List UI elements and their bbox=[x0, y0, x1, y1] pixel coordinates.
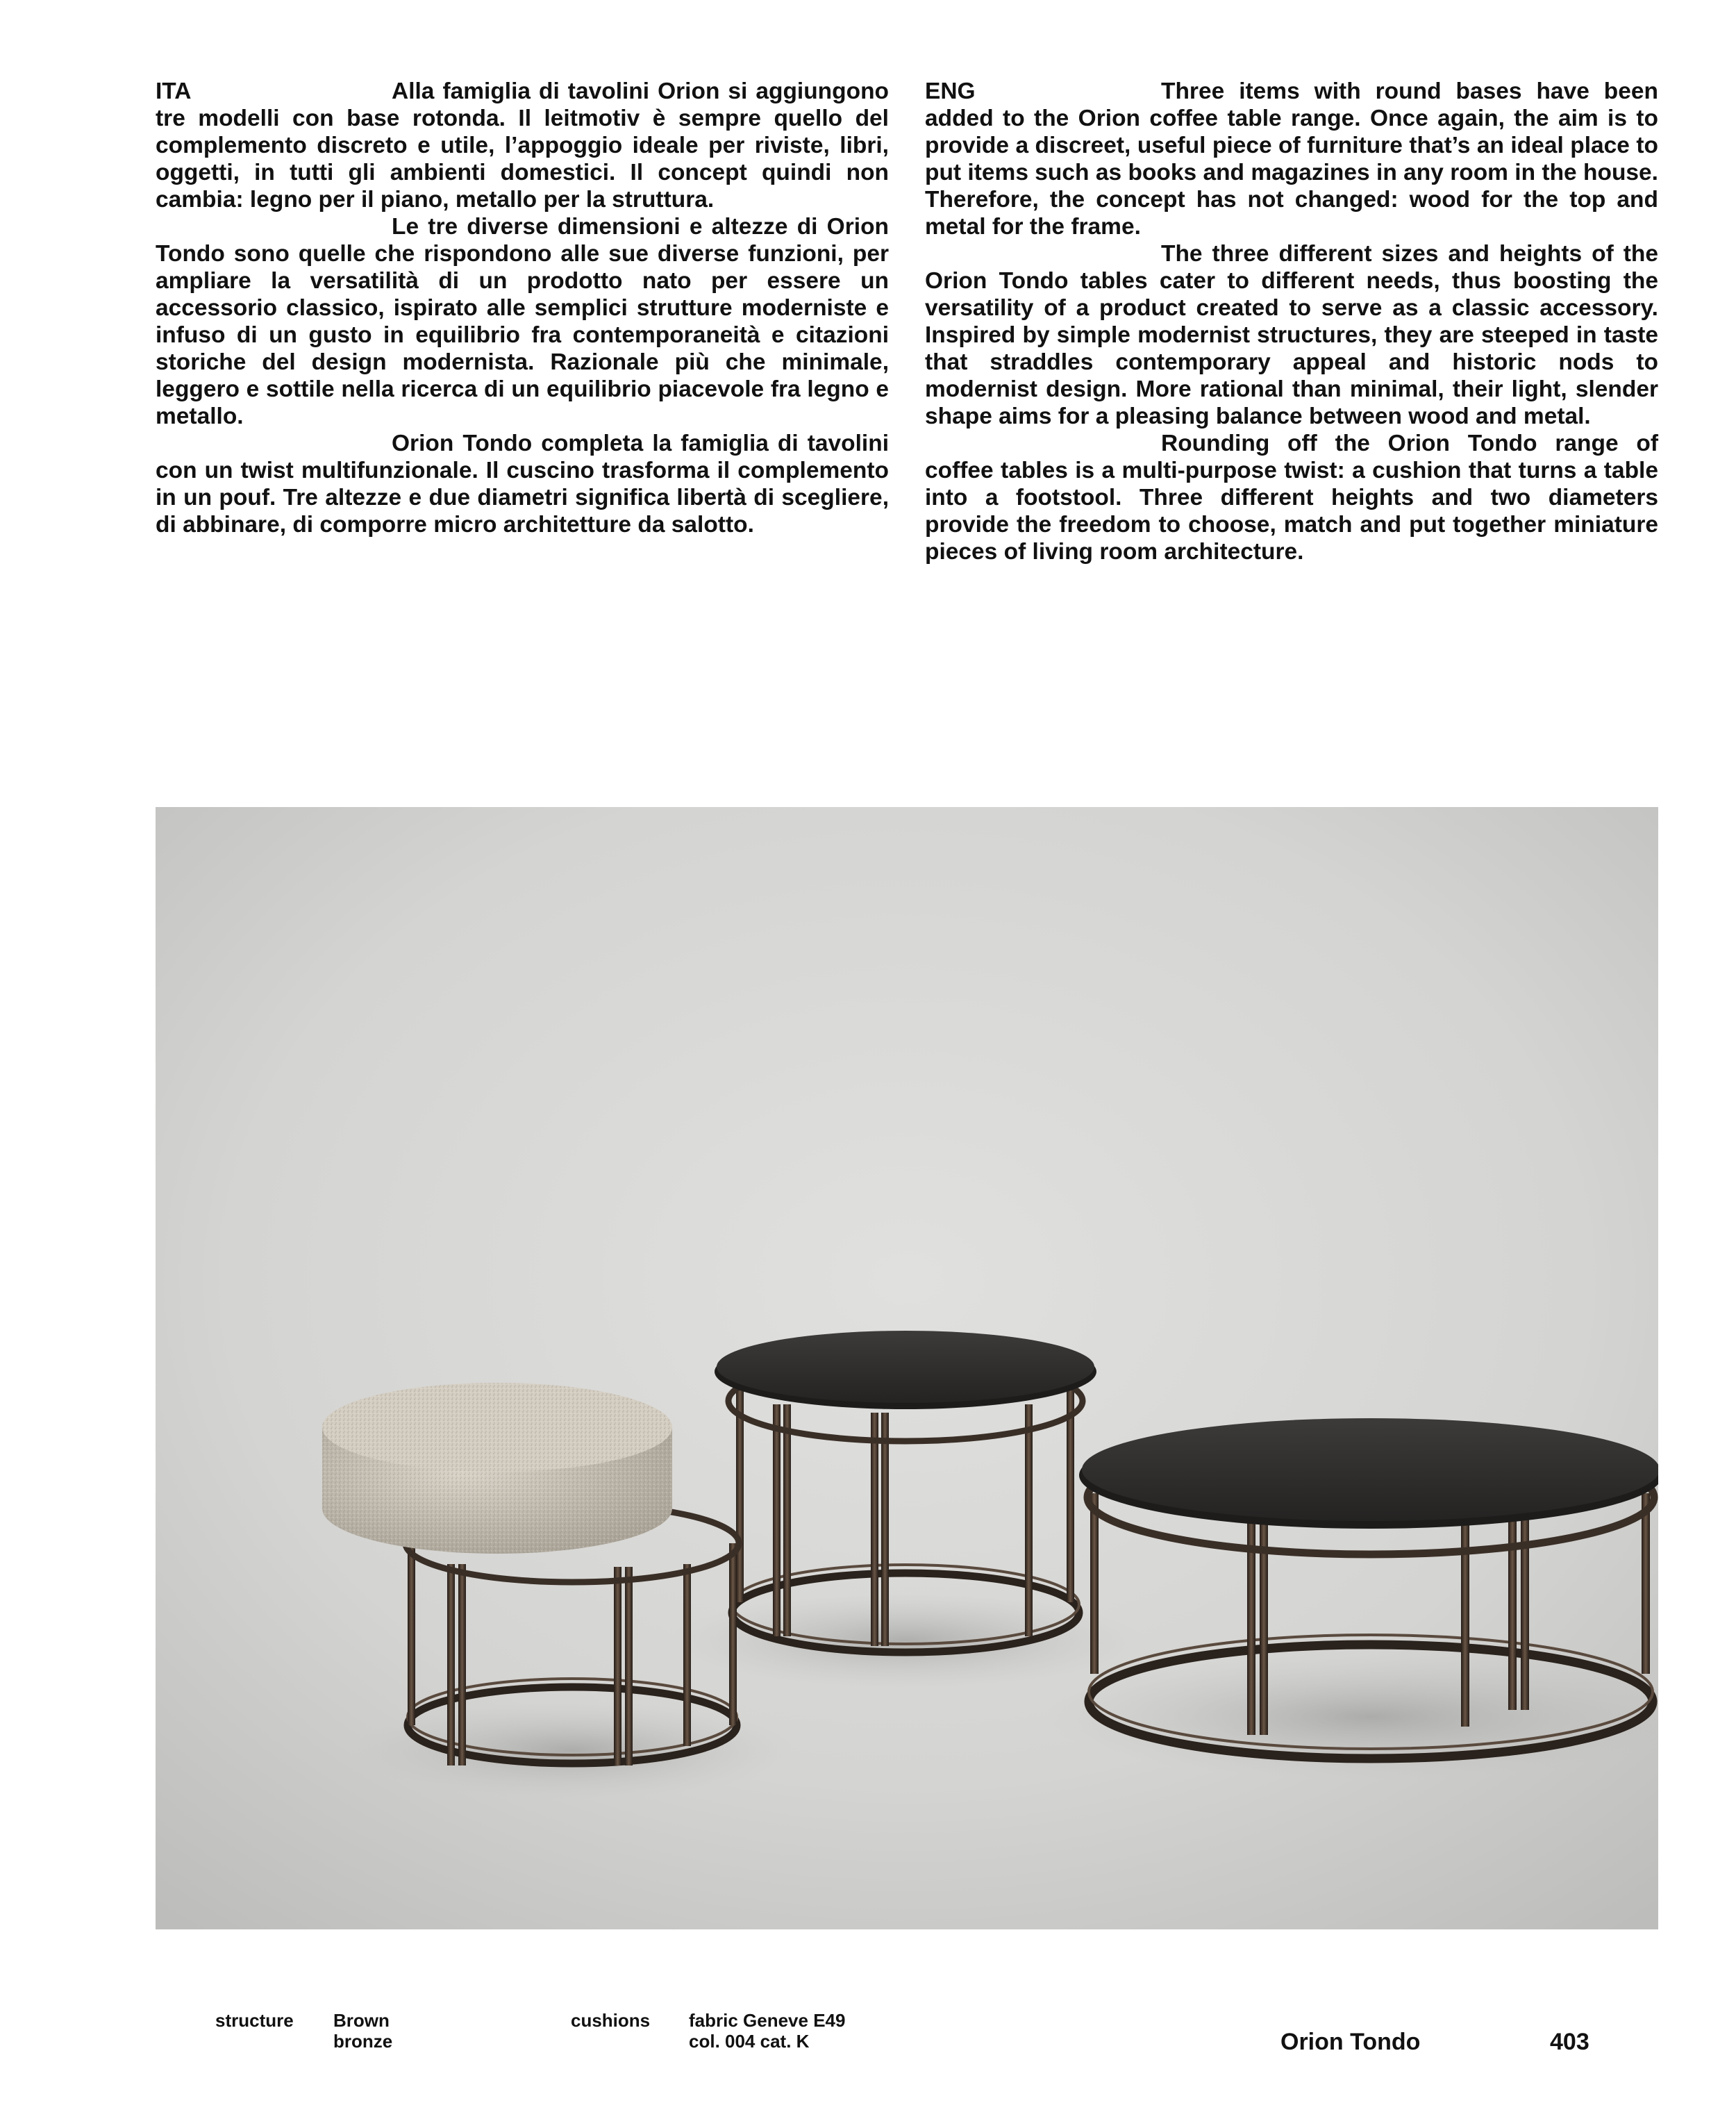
product-illustration bbox=[156, 807, 1658, 1929]
eng-paragraph-3: Rounding off the Orion Tondo range of coffee tables is a multi-purpose twist: a cushion that turns a table into a footstool. Three different heights and two diameters provide the freedom to choose, match and put together miniature pieces of living room architecture. bbox=[925, 431, 1658, 565]
english-text-column bbox=[925, 78, 1658, 565]
eng-paragraph-1: Three items with round bases have been added to the Orion coffee table range. Once again, the aim is to provide a discreet, useful piece of furniture that’s an ideal place to put items such as books and magazines in any room in the house. Therefore, the concept has not changed: wood for the top and metal for the frame. bbox=[925, 78, 1658, 240]
spec-cushions-value: fabric Geneve E49 col. 004 cat. K bbox=[689, 2010, 846, 2052]
language-label-eng: ENG bbox=[925, 78, 976, 104]
eng-paragraph-2: The three different sizes and heights of the Orion Tondo tables cater to different needs, thus boosting the versatility of a product created to serve as a classic accessory. Inspired by simple modernist structures, they are steeped in taste that straddles contemporary appeal and historic nods to modernist design. More rational than minimal, their light, slender shape aims for a pleasing balance between wood and metal. bbox=[925, 241, 1658, 429]
product-photo bbox=[156, 807, 1658, 1929]
spec-structure-label: structure bbox=[215, 2010, 294, 2031]
ita-paragraph-3: Orion Tondo completa la famiglia di tavolini con un twist multifunzionale. Il cuscino trasforma il complemento in un pouf. Tre altezze e due diametri significa libertà di scegliere, di abbinare, di comporre micro architetture da salotto. bbox=[156, 431, 889, 538]
ita-paragraph-1: Alla famiglia di tavolini Orion si aggiungono tre modelli con base rotonda. Il leitmotiv è sempre quello del complemento discreto e utile, l’appoggio ideale per riviste, libri, oggetti, in tutti gli ambienti domestici. Il concept quindi non cambia: legno per il piano, metallo per la struttura. bbox=[156, 78, 889, 213]
italian-text-column bbox=[156, 78, 889, 538]
page-number: 403 bbox=[1550, 2029, 1589, 2055]
footer-product-name: Orion Tondo bbox=[1280, 2029, 1421, 2055]
language-label-ita: ITA bbox=[156, 78, 192, 104]
spec-structure-value: Brown bronze bbox=[333, 2010, 393, 2052]
spec-cushions-label: cushions bbox=[571, 2010, 651, 2031]
shadow-medium-table bbox=[669, 1592, 1142, 1689]
ita-paragraph-2: Le tre diverse dimensioni e altezze di Orion Tondo sono quelle che rispondono alle sue diverse funzioni, per ampliare la versatilità di un prodotto nato per essere un accessorio classico, ispirato alle semplici strutture moderniste e infuso di un gusto in equilibrio fra contemporaneità e citazioni storiche del design modernista. Razionale più che minimale, leggero e sottile nella ricerca di un equilibrio piacevole fra legno e metallo. bbox=[156, 214, 889, 429]
